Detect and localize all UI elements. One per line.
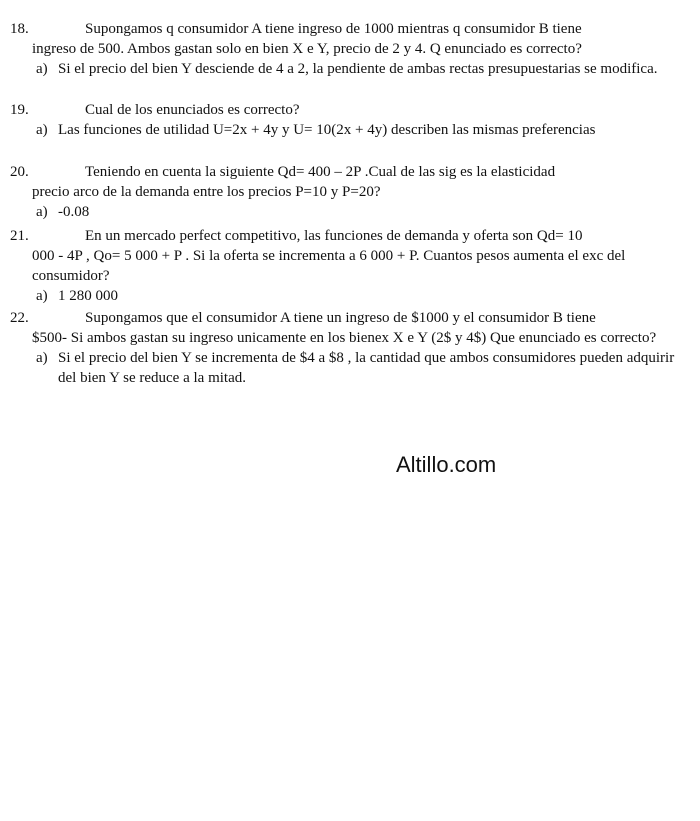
option-text: 1 280 000 [58, 288, 118, 304]
question-number: 18. [10, 21, 29, 37]
option-label: a) [36, 61, 48, 77]
question-number: 22. [10, 310, 29, 326]
option-text: Las funciones de utilidad U=2x + 4y y U= 10(2x + 4y) describen las mismas preferencias [58, 122, 596, 138]
question-number: 20. [10, 164, 29, 180]
option-label: a) [36, 204, 48, 220]
question-stem-continuation: 000 - 4P , Qo= 5 000 + P . Si la oferta se incrementa a 6 000 + P. Cuantos pesos aumenta el exc del consumidor? [32, 248, 626, 284]
question-stem-first-line: Supongamos q consumidor A tiene ingreso de 1000 mientras q consumidor B tiene [85, 21, 582, 37]
answer-option [10, 348, 695, 388]
answer-option [10, 120, 695, 140]
option-text: Si el precio del bien Y desciende de 4 a 2, la pendiente de ambas rectas presupuestarias se modifica. [58, 61, 658, 77]
answer-option [10, 59, 695, 79]
option-text: -0.08 [58, 204, 90, 220]
question-number: 21. [10, 228, 29, 244]
answer-option [10, 286, 695, 306]
question-18 [10, 19, 695, 79]
option-label: a) [36, 350, 48, 366]
question-stem [10, 19, 695, 39]
question-stem-continuation: ingreso de 500. Ambos gastan solo en bien X e Y, precio de 2 y 4. Q enunciado es correcto? [32, 41, 582, 57]
answer-option [10, 202, 695, 222]
question-stem [10, 226, 695, 246]
question-stem-first-line: Supongamos que el consumidor A tiene un ingreso de $1000 y el consumidor B tiene [85, 310, 596, 326]
question-stem-continuation: $500- Si ambos gastan su ingreso unicamente en los bienex X e Y (2$ y 4$) Que enunciado es correcto? [32, 330, 657, 346]
question-19 [10, 100, 695, 140]
question-stem [10, 162, 695, 182]
question-stem-first-line: Cual de los enunciados es correcto? [85, 102, 300, 118]
option-label: a) [36, 122, 48, 138]
option-label: a) [36, 288, 48, 304]
question-number: 19. [10, 102, 29, 118]
question-stem [10, 100, 695, 120]
question-stem-first-line: Teniendo en cuenta la siguiente Qd= 400 – 2P .Cual de las sig es la elasticidad [85, 164, 556, 180]
question-stem-continuation: precio arco de la demanda entre los precios P=10 y P=20? [32, 184, 381, 200]
option-text: Si el precio del bien Y se incrementa de $4 a $8 , la cantidad que ambos consumidores pueden adquirir del bien Y se reduce a la mitad. [58, 350, 675, 386]
question-21 [10, 226, 695, 306]
question-20 [10, 162, 695, 222]
question-stem-first-line: En un mercado perfect competitivo, las funciones de demanda y oferta son Qd= 10 [85, 228, 583, 244]
question-22 [10, 308, 695, 388]
question-stem [10, 308, 695, 328]
altillo-watermark: Altillo.com [396, 452, 497, 477]
